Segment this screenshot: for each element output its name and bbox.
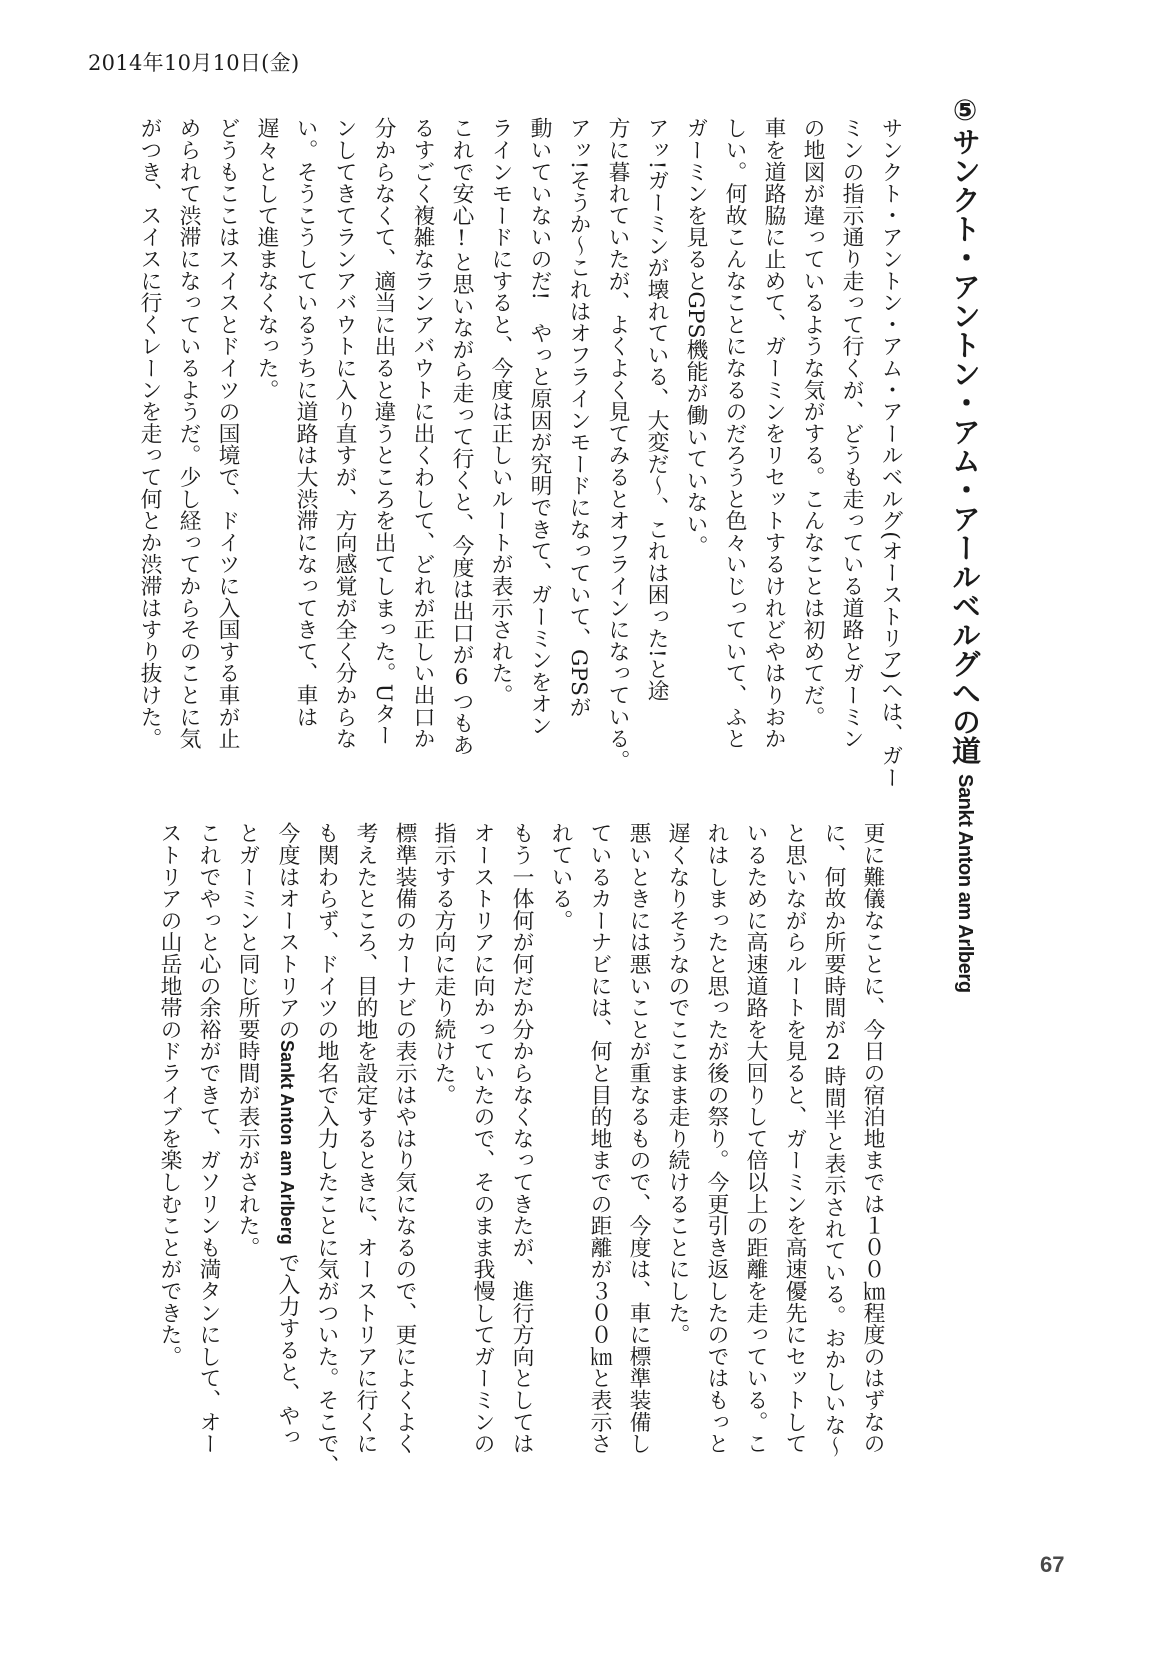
title-latin: Sankt Anton am Arlberg — [954, 774, 976, 993]
text-line: サンクト・アントン・アム・アールベルグ(オーストリア)へは、ガー — [878, 117, 903, 789]
text-line: いるために高速道路を大回りして倍以上の距離を走っている。こ — [743, 822, 768, 1455]
text-line: 標準装備のカーナビの表示はやはり気になるので、更によくよく — [392, 822, 417, 1455]
text-line: オーストリアに向かっていたので、そのまま我慢してガーミンの — [470, 822, 495, 1455]
text-line: れている。 — [548, 822, 573, 931]
text-line: もう一体何が何だか分からなくなってきたが、進行方向としては — [509, 822, 534, 1455]
text-line: これでやっと心の余裕ができて、ガソリンも満タンにして、オー — [196, 822, 221, 1455]
text-line: い。そうこうしているうちに道路は大渋滞になってきて、車は — [293, 117, 318, 728]
text-line: 更に難儀なことに、今日の宿泊地までは１００㎞程度のはずなの — [860, 822, 885, 1455]
text-line: アッ!そうか〜これはオフラインモードになっていて、GPSが — [566, 117, 591, 718]
text-line: 悪いときには悪いことが重なるもので、今度は、車に標準装備し — [626, 822, 651, 1455]
line-segment: 今度はオーストリアの — [275, 822, 300, 1040]
page-date: 2014年10月10日(金) — [88, 51, 300, 75]
text-line: るすごく複雑なランアバウトに出くわして、どれが正しい出口か — [410, 117, 435, 750]
upper-text-section — [130, 117, 910, 789]
text-line: どうもここはスイスとドイツの国境で、ドイツに入国する車が止 — [215, 117, 240, 750]
text-line: 方に暮れていたが、よくよく見てみるとオフラインになっている。 — [605, 117, 630, 771]
text-line: 動いていないのだ! やっと原因が究明できて、ガーミンをオン — [527, 117, 552, 737]
text-line: がつき、スイスに行くレーンを走って何とか渋滞はすり抜けた。 — [137, 117, 162, 750]
text-line: アッ!ガーミンが壊れている、大変だ〜、これは困った!と途 — [644, 117, 669, 702]
text-line: しい。何故こんなことになるのだろうと色々いじっていて、ふと — [722, 117, 747, 750]
place-name-latin: Sankt Anton am Arlberg — [277, 1040, 297, 1245]
section-title — [943, 93, 987, 1033]
page-number: 67 — [1040, 1552, 1065, 1577]
line-segment: で入力すると、やっ — [275, 1244, 300, 1448]
text-line: ているカーナビには、何と目的地までの距離が３００㎞と表示さ — [587, 822, 612, 1455]
text-line: 遅くなりそうなのでここまま走り続けることにした。 — [665, 822, 690, 1346]
text-line: れはしまったと思ったが後の祭り。今更引き返したのではもっと — [704, 822, 729, 1455]
text-line: も関わらず、ドイツの地名で入力したことに気がついた。そこで、 — [314, 822, 339, 1476]
text-line: ラインモードにすると、今度は正しいルートが表示された。 — [488, 117, 513, 706]
text-line: 分からなくて、適当に出ると違うところを出てしまった。Uター — [371, 117, 396, 746]
text-line: 考えたところ、目的地を設定するときに、オーストリアに行くに — [353, 822, 378, 1455]
text-line: められて渋滞になっているようだ。少し経ってからそのことに気 — [176, 117, 201, 750]
title-japanese: ⑤サンクト・アントン・アム・アールベルグへの道 — [948, 93, 982, 765]
text-line: の地図が違っているような気がする。こんなことは初めてだ。 — [800, 117, 825, 728]
lower-text-section — [151, 822, 892, 1476]
text-line: 遅々として進まなくなった。 — [254, 117, 279, 401]
text-line: とガーミンと同じ所要時間が表示がされた。 — [235, 822, 260, 1258]
text-line: と思いながらルートを見ると、ガーミンを高速優先にセットして — [782, 822, 807, 1455]
text-line-with-place-name — [267, 822, 307, 1472]
text-line: ストリアの山岳地帯のドライブを楽しむことができた。 — [157, 822, 182, 1367]
text-line: 指示する方向に走り続けた。 — [431, 822, 456, 1106]
text-line: 車を道路脇に止めて、ガーミンをリセットするけれどやはりおか — [761, 117, 786, 750]
text-line: に、何故か所要時間が2時間半と表示されている。おかしいな〜 — [821, 822, 846, 1458]
text-line: ミンの指示通り走って行くが、どうも走っている道路とガーミン — [839, 117, 864, 750]
text-line: これで安心!と思いながら走って行くと、今度は出口が6つもあ — [449, 117, 474, 756]
text-line: ガーミンを見るとGPS機能が働いていない。 — [683, 117, 708, 557]
text-line: ンしてきてランアバウトに入り直すが、方向感覚が全く分からな — [332, 117, 357, 750]
